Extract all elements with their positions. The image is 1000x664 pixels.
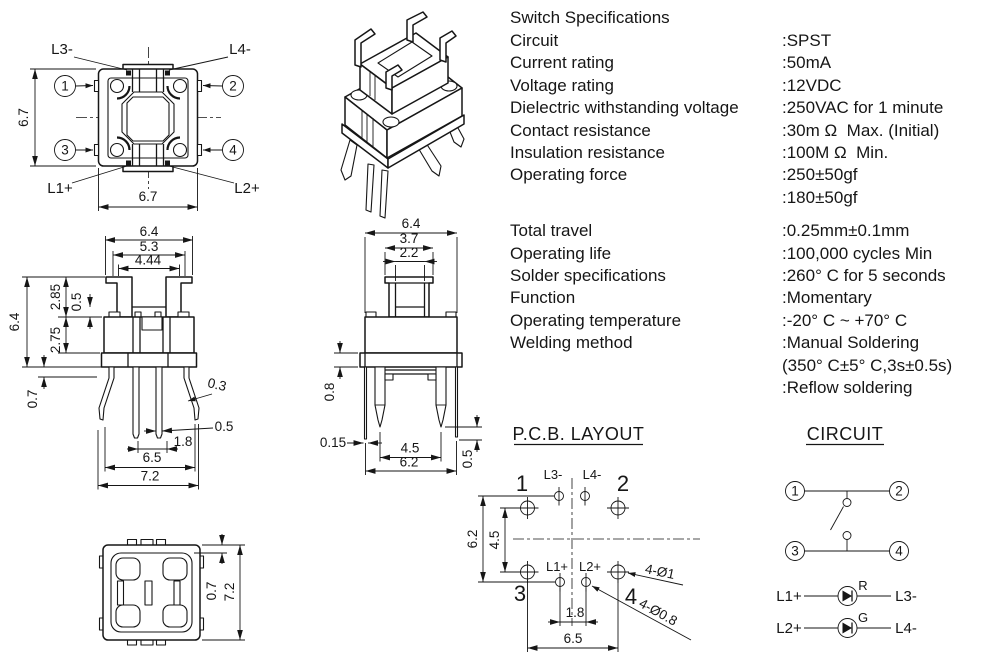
front-view-body [99, 277, 199, 438]
spec-label: Operating force [510, 165, 628, 185]
circuit-terminal-1: 1 [791, 483, 799, 499]
pcb-dim-6_2: 6.2 [465, 529, 480, 549]
front-dim-4_44: 4.44 [134, 252, 162, 268]
top-view-body [95, 65, 202, 172]
top-view-dim-height: 6.7 [16, 108, 31, 127]
spec-row-contact-resistance [510, 120, 996, 142]
front-dim-0_5-left: 0.5 [69, 292, 84, 312]
circuit-title: CIRCUIT [806, 424, 884, 444]
bottom-view [100, 534, 246, 645]
spec-row-operating-temperature [510, 310, 996, 332]
pcb-centerlines [513, 478, 700, 629]
pcb-labels [514, 467, 637, 609]
spec-row-insulation-resistance [510, 142, 996, 164]
circuit-terminal-4: 4 [895, 543, 903, 559]
bottom-view-body [100, 540, 204, 646]
spec-row-function [510, 287, 996, 309]
pcb-led-l2: L2+ [578, 559, 602, 574]
spec-row-welding-method [510, 332, 996, 354]
front-dim-6_4-left: 6.4 [7, 312, 22, 332]
spec-value: :260° C for 5 seconds [782, 266, 946, 286]
spec-label: Circuit [510, 31, 559, 50]
spec-label: Contact resistance [510, 120, 651, 140]
spec-label: Current rating [510, 53, 614, 73]
spec-label: Operating temperature [510, 310, 682, 330]
spec-value: :12VDC [782, 75, 842, 95]
pcb-led-l4: L4- [582, 467, 602, 482]
spec-row-operating-life [510, 243, 996, 265]
led-lead [99, 367, 114, 420]
spec-label: Solder specifications [510, 266, 666, 286]
pcb-terminal-4: 4 [624, 584, 638, 609]
terminal-4: 4 [229, 142, 237, 158]
spec-label: Voltage rating [510, 75, 614, 95]
specs-title: Switch Specifications [510, 8, 670, 27]
circuit-terminal-3: 3 [791, 543, 799, 559]
spec-label: Welding method [510, 333, 633, 353]
top-view [16, 41, 260, 211]
terminal-1: 1 [61, 78, 69, 94]
pcb-dim-6_5: 6.5 [563, 631, 583, 646]
led-wire [365, 367, 367, 439]
spec-row-circuit [510, 30, 996, 52]
pcb-title: P.C.B. LAYOUT [512, 424, 645, 444]
spec-value: :Manual Soldering [782, 333, 920, 353]
front-view [7, 224, 233, 490]
spec-value: :250VAC for 1 minute [782, 98, 944, 118]
switch-leg [375, 367, 385, 427]
spec-row-solder-specs [510, 265, 996, 287]
spec-value: :100,000 cycles Min [782, 243, 933, 263]
spec-label: Operating life [510, 243, 612, 263]
spec-value: :30m Ω Max. (Initial) [782, 120, 940, 140]
spec-row-voltage-rating [510, 75, 996, 97]
front-dim-6_4-top: 6.4 [139, 224, 159, 239]
spec-row-current-rating [510, 52, 996, 74]
diode-symbol [843, 591, 853, 602]
pcb-terminal-2: 2 [616, 471, 630, 496]
side-dim-6_4: 6.4 [401, 216, 421, 231]
spec-label: Total travel [510, 221, 593, 241]
front-dim-0_3: 0.3 [206, 375, 228, 395]
side-view-body [360, 277, 462, 439]
spec-row-welding-method-2 [510, 355, 996, 377]
circuit-led-green [776, 610, 917, 638]
spec-row-welding-method-3 [510, 377, 996, 399]
spec-value: :180±50gf [782, 187, 858, 207]
pcb-led-l1: L1+ [545, 559, 569, 574]
circuit-switch [786, 482, 909, 561]
spec-value: :50mA [782, 53, 832, 73]
front-dim-2_85: 2.85 [48, 283, 63, 311]
bottom-dim-0_7: 0.7 [204, 581, 219, 601]
spec-row-operating-force-2 [510, 187, 996, 209]
led-label-l2: L2+ [234, 180, 260, 197]
pcb-led-l3: L3- [543, 467, 563, 482]
led1-color: R [858, 578, 868, 593]
front-dim-0_7: 0.7 [25, 389, 40, 409]
center-pin [133, 367, 139, 438]
spec-value: :0.25mm±0.1mm [782, 221, 910, 241]
pcb-layout [465, 424, 700, 652]
led-chip [126, 161, 131, 166]
side-dim-2_2: 2.2 [399, 245, 419, 260]
pcb-dim-1_8: 1.8 [565, 605, 585, 620]
center-pin [156, 367, 162, 438]
side-dim-4_5: 4.5 [400, 440, 420, 456]
spec-label: Insulation resistance [510, 143, 665, 163]
pcb-terminal-1: 1 [515, 471, 529, 496]
led2-cathode: L4- [895, 620, 917, 637]
pcb-dimensions [465, 496, 691, 652]
led-chip [126, 71, 131, 76]
spec-label: Dielectric withstanding voltage [510, 98, 739, 118]
pcb-terminal-3: 3 [513, 581, 527, 606]
spec-row-operating-force [510, 164, 996, 186]
spec-value: :Momentary [782, 288, 872, 308]
terminal-2: 2 [229, 78, 237, 94]
led-lead [184, 367, 199, 420]
spec-row-dielectric [510, 97, 996, 119]
side-view [320, 216, 482, 475]
led-chip [165, 71, 170, 76]
side-dim-0_8: 0.8 [322, 382, 337, 402]
bottom-dim-7_2: 7.2 [222, 582, 237, 602]
spec-row-total-travel [510, 220, 996, 242]
led-label-l3: L3- [51, 41, 73, 58]
led-label-l4: L4- [229, 41, 251, 58]
pcb-note-terminal-holes: 4-Ø1 [643, 561, 677, 583]
circuit-led-red [776, 578, 917, 606]
side-view-body-outline [365, 317, 457, 353]
spec-value: :-20° C ~ +70° C [782, 310, 908, 330]
switch-lever [831, 507, 844, 531]
pcb-dim-4_5: 4.5 [487, 530, 502, 550]
side-dim-0_15: 0.15 [319, 435, 347, 450]
top-view-dim-width: 6.7 [138, 189, 158, 204]
switch-contact [843, 532, 851, 540]
circuit-terminal-2: 2 [895, 483, 903, 499]
front-dim-5_3: 5.3 [139, 239, 159, 254]
terminal-3: 3 [61, 142, 69, 158]
spec-value: :Reflow soldering [782, 378, 913, 398]
spec-value: :250±50gf [782, 165, 858, 185]
diode-symbol [843, 623, 853, 634]
front-dim-1_8: 1.8 [173, 434, 193, 449]
led-label-l1: L1+ [47, 180, 73, 197]
front-dim-0_5-pin: 0.5 [214, 419, 234, 434]
side-dim-0_5: 0.5 [460, 449, 475, 469]
spec-label: Function [510, 288, 576, 308]
led2-color: G [857, 610, 869, 625]
specs-panel [510, 6, 996, 400]
spec-value: :SPST [782, 31, 832, 50]
spec-value: (350° C±5° C,3s±0.5s) [782, 355, 953, 375]
switch-leg [436, 367, 446, 427]
side-dim-6_2: 6.2 [399, 454, 419, 470]
led-wire [456, 367, 458, 437]
isometric-view [341, 12, 464, 218]
pcb-note-led-holes: 4-Ø0.8 [636, 595, 680, 629]
circuit-diagram [776, 424, 917, 638]
spec-value: :100M Ω Min. [782, 143, 889, 163]
switch-contact [843, 499, 851, 507]
front-dim-6_5: 6.5 [142, 450, 162, 465]
side-dim-3_7: 3.7 [399, 231, 419, 246]
led1-cathode: L3- [895, 588, 917, 605]
front-dim-7_2: 7.2 [140, 468, 160, 484]
front-dim-2_75: 2.75 [48, 326, 63, 354]
led1-anode: L1+ [776, 588, 802, 605]
led2-anode: L2+ [776, 620, 802, 637]
led-chip [165, 161, 170, 166]
